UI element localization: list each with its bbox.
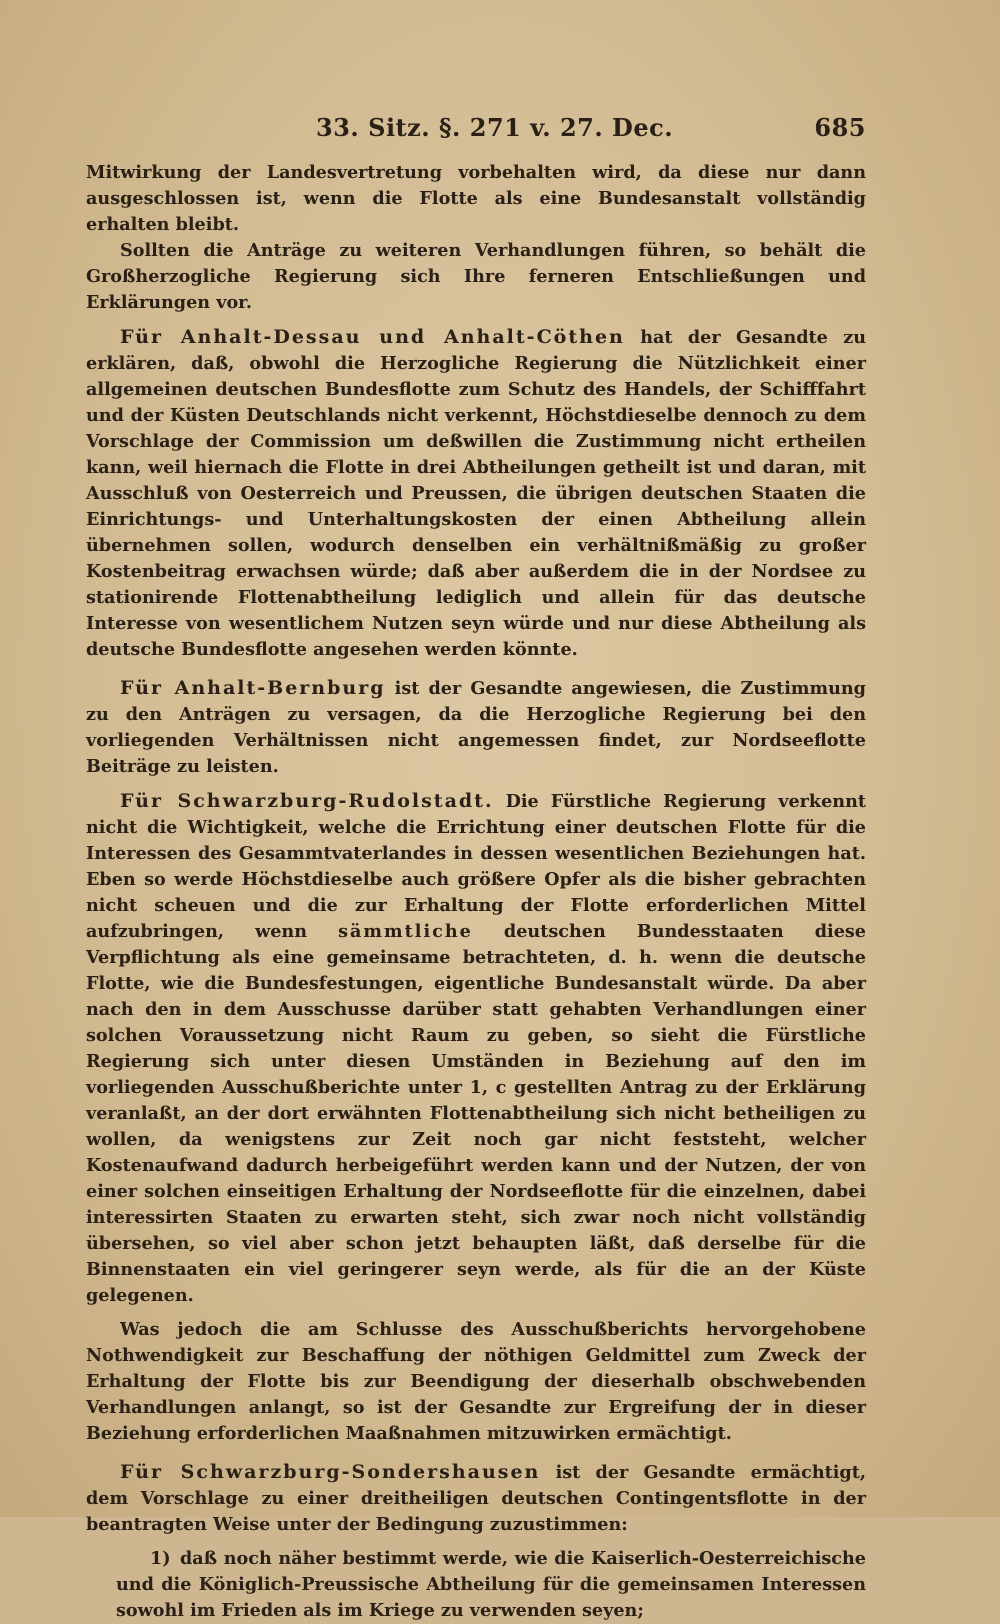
paragraph-2: Sollten die Anträge zu weiteren Verhandlungen führen, so behält die Großherzogliche Regierung sich Ihre ferneren Entschließungen und Erklärungen vor. — [86, 240, 866, 313]
page-header — [86, 113, 866, 147]
state-heading: Für Schwarzburg-Sondershausen — [120, 1461, 541, 1483]
paragraph-text: deutschen Bundesstaaten diese Verpflichtung als eine gemeinsame betrachteten, d. h. wenn die deutsche Flotte, wie die Bundesfestungen, eigentliche Bundesanstalt würde. Da aber nach den in dem Ausschusse darüber statt gehabten Verhandlungen einer solchen Voraussetzung nicht Raum zu geben, so sieht die Fürstliche Regierung sich unter diesen Umständen in Beziehung auf den im vorliegenden Ausschußberichte unter 1, c gestellten Antrag zu der Erklärung veranlaßt, an der dort erwähnten Flottenabtheilung sich nicht betheiligen zu wollen, da wenigstens zur Zeit noch gar nicht feststeht, welcher Kostenaufwand dadurch herbeigeführt werden kann und der Nutzen, der von einer solchen einseitigen Erhaltung der Nordseeflotte für die einzelnen, dabei interessirten Staaten zu erwarten steht, sich zwar noch nicht vollständig übersehen, so viel aber schon jetzt behaupten läßt, daß derselbe für die Binnenstaaten ein viel geringerer seyn werde, als für die an der Küste gelegenen. — [86, 921, 866, 1306]
paragraph-1: Mitwirkung der Landesvertretung vorbehalten wird, da diese nur dann ausgeschlossen ist, wenn die Flotte als eine Bundesanstalt vollständig erhalten bleibt. — [86, 162, 866, 235]
paragraph-6: Was jedoch die am Schlusse des Ausschußberichts hervorgehobene Nothwendigkeit zur Beschaffung der nöthigen Geldmittel zum Zweck der Erhaltung der Flotte bis zur Beendigung der dieserhalb obschwebenden Verhandlungen anlangt, so ist der Gesandte zur Ergreifung der in dieser Beziehung erforderlichen Maaßnahmen mitzuwirken ermächtigt. — [86, 1319, 866, 1444]
paragraph-anhalt-bernburg — [86, 675, 866, 780]
paragraph-schwarzburg-rudolstadt — [86, 788, 866, 1309]
numbered-condition-1 — [86, 1546, 866, 1624]
body-text — [86, 160, 866, 1624]
paragraph-text: Die Fürstliche Regierung verkennt nicht die Wichtigkeit, welche die Errichtung einer deutschen Flotte für die Interessen des Gesammtvaterlandes in dessen wesentlichen Beziehungen hat. Eben so werde Höchstdieselbe auch größere Opfer als die bisher gebrachten nicht scheuen und die zur Erhaltung der Flotte erforderlichen Mittel aufzubringen, wenn — [86, 791, 867, 942]
paragraph-text: ist der Gesandte angewiesen, die Zustimmung zu den Anträgen zu versagen, da die Herzogliche Regierung bei den vorliegenden Verhältnissen nicht angemessen findet, zur Nordseeflotte Beiträge zu leisten. — [86, 678, 866, 777]
running-head: 33. Sitz. §. 271 v. 27. Dec. — [316, 113, 674, 142]
paragraph-anhalt-dessau — [86, 324, 866, 663]
list-number: 1) — [150, 1548, 171, 1569]
state-heading: Für Anhalt-Bernburg — [120, 677, 386, 699]
list-text: daß noch näher bestimmt werde, wie die Kaiserlich-Oesterreichische und die Königlich-Preussische Abtheilung für die gemeinsamen Interessen sowohl im Frieden als im Kriege zu verwenden seyen; — [116, 1548, 866, 1621]
page-number: 685 — [814, 113, 866, 142]
state-heading: Für Anhalt-Dessau und Anhalt-Cöthen — [120, 326, 625, 348]
paragraph-schwarzburg-sondershausen — [86, 1459, 866, 1538]
paragraph-text: hat der Gesandte zu erklären, daß, obwohl die Herzogliche Regierung die Nützlichkeit einer allgemeinen deutschen Bundesflotte zum Schutz des Handels, der Schifffahrt und der Küsten Deutschlands nicht verkennt, Höchstdieselbe dennoch zu dem Vorschlage der Commission um deßwillen die Zustimmung nicht ertheilen kann, weil hiernach die Flotte in drei Abtheilungen getheilt ist und daran, mit Ausschluß von Oesterreich und Preussen, die übrigen deutschen Staaten die Einrichtungs- und Unterhaltungskosten der einen Abtheilung allein übernehmen sollen, wodurch denselben ein verhältnißmäßig zu großer Kostenbeitrag erwachsen würde; daß aber außerdem die in der Nordsee zu stationirende Flottenabtheilung lediglich und allein für das deutsche Interesse von wesentlichem Nutzen seyn würde und nur diese Abtheilung als deutsche Bundesflotte angesehen werden könnte. — [86, 327, 866, 660]
emphasized-word: sämmtliche — [338, 921, 473, 942]
state-heading: Für Schwarzburg-Rudolstadt. — [120, 790, 494, 812]
paragraph-text: ist der Gesandte ermächtigt, dem Vorschlage zu einer dreitheiligen deutschen Contingentsflotte in der beantragten Weise unter der Bedingung zuzustimmen: — [86, 1462, 866, 1535]
